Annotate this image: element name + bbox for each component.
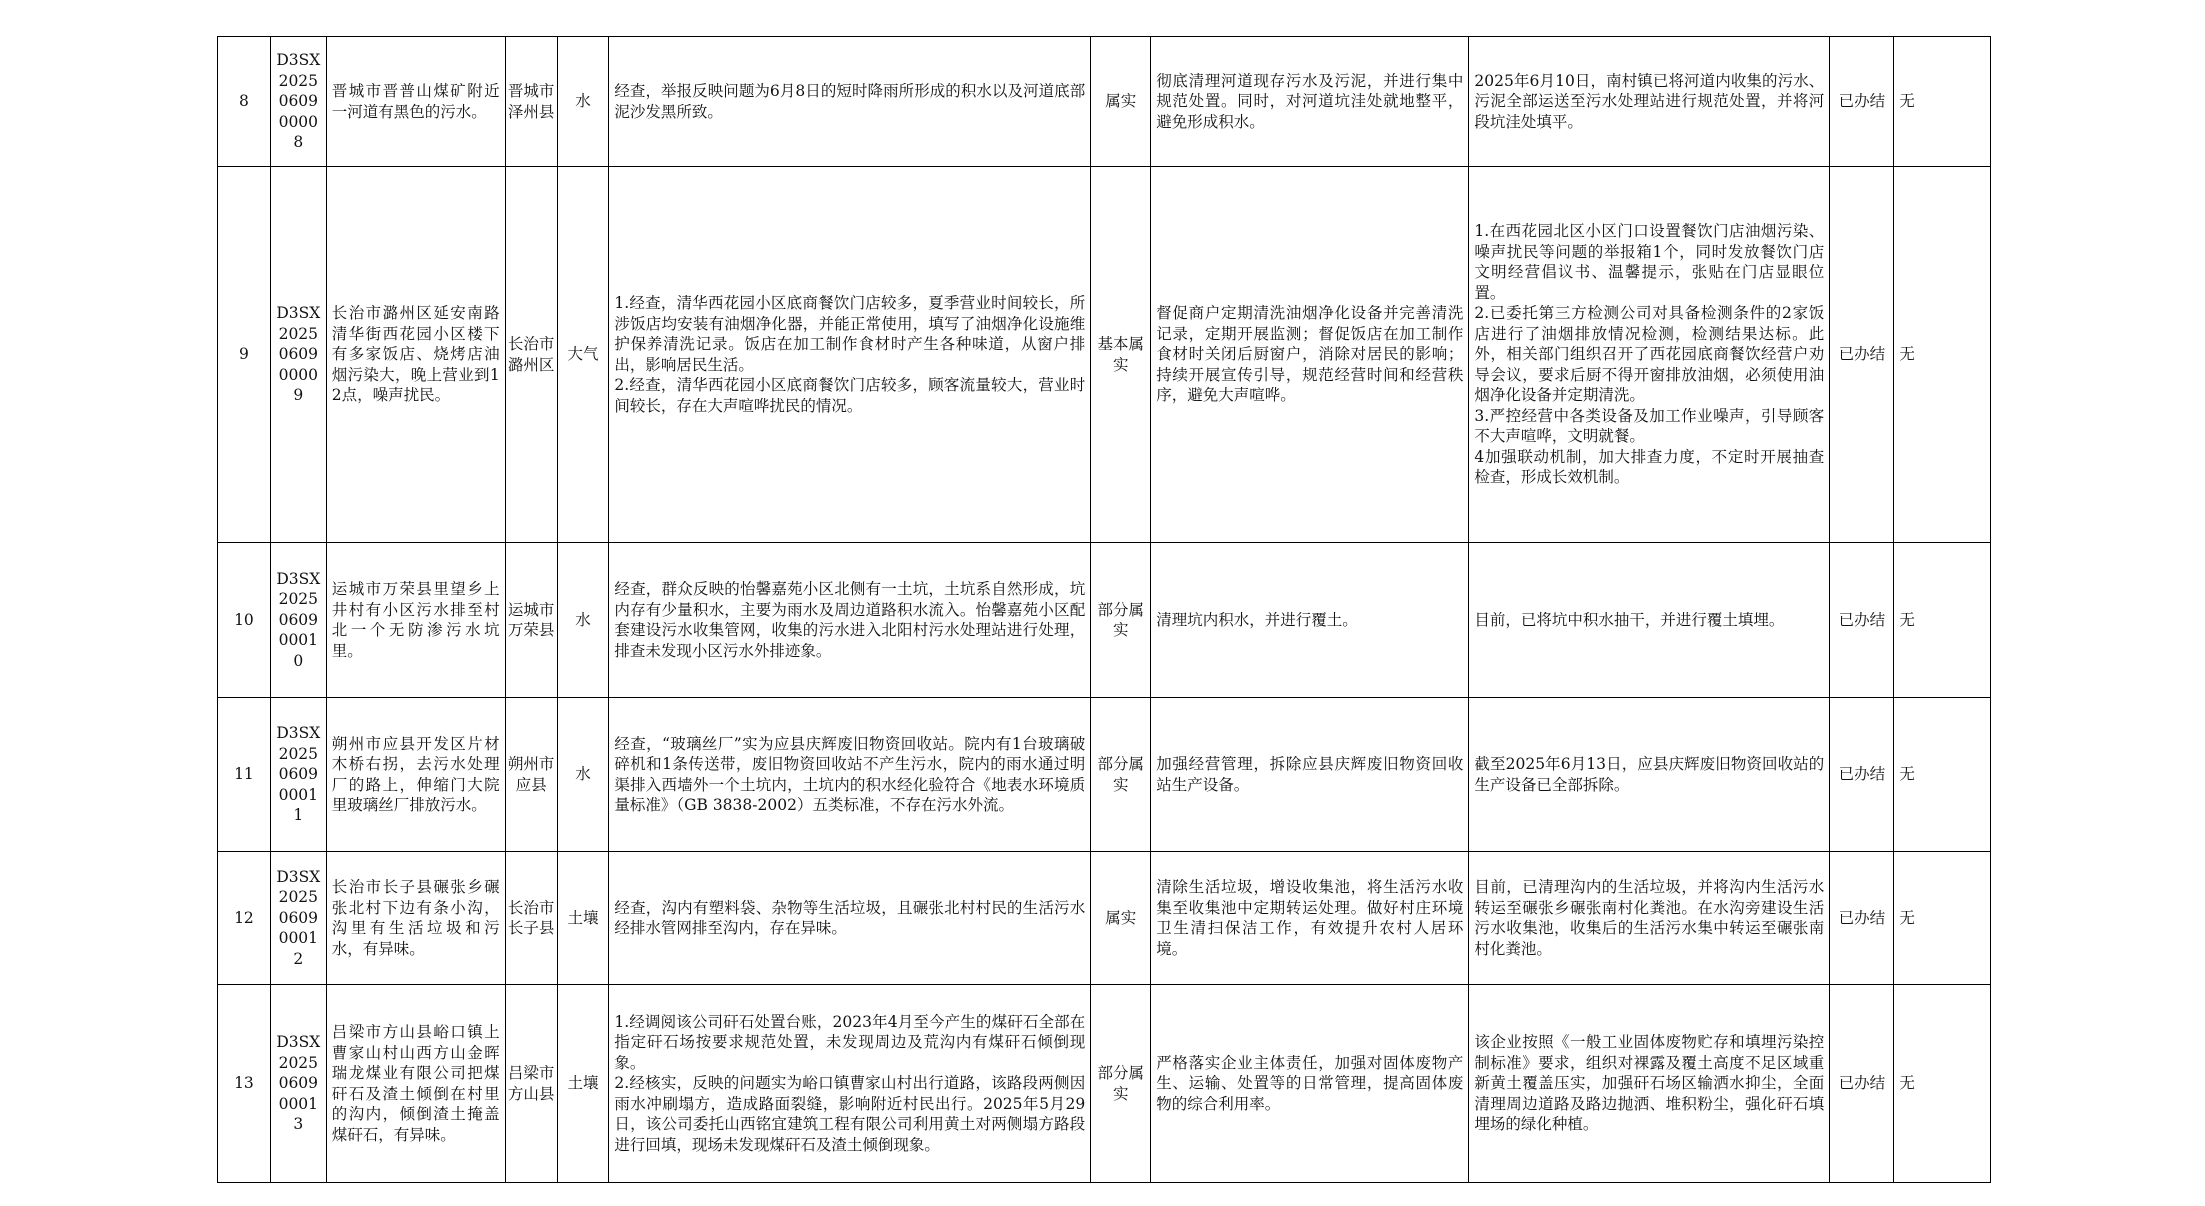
complaint-content: 吕梁市方山县峪口镇上曹家山村山西方山金晖瑞龙煤业有限公司把煤矸石及渣土倾倒在村里的沟内，倾倒渣土掩盖煤矸石，有异味。 <box>326 985 505 1183</box>
investigation-result: 经查，举报反映问题为6月8日的短时降雨所形成的积水以及河道底部泥沙发黑所致。 <box>609 37 1091 167</box>
pollution-type: 大气 <box>557 167 609 543</box>
table-row <box>218 985 1991 1183</box>
accountability: 无 <box>1894 543 1991 698</box>
case-code: D3SX2025060900009 <box>270 167 326 543</box>
handling-requirement: 督促商户定期清洗油烟净化设备并完善清洗记录，定期开展监测；督促饭店在加工制作食材时关闭后厨窗户，消除对居民的影响；持续开展宣传引导，规范经营时间和经营秩序，避免大声喧哗。 <box>1151 167 1469 543</box>
table-row <box>218 698 1991 852</box>
handling-progress: 1.在西花园北区小区门口设置餐饮门店油烟污染、噪声扰民等问题的举报箱1个，同时发放餐饮门店文明经营倡议书、温馨提示，张贴在门店显眼位置。 2.已委托第三方检测公司对具备检测条件的2家饭店进行了油烟排放情况检测，检测结果达标。此外，相关部门组织召开了西花园底商餐饮经营户劝导会议，要求后厨不得开窗排放油烟，必须使用油烟净化设备并定期清洗。 3.严控经营中各类设备及加工作业噪声，引导顾客不大声喧哗，文明就餐。 4加强联动机制，加大排查力度，不定时开展抽查检查，形成长效机制。 <box>1469 167 1830 543</box>
accountability: 无 <box>1894 37 1991 167</box>
case-status: 已办结 <box>1830 985 1894 1183</box>
pollution-type: 水 <box>557 543 609 698</box>
verdict: 部分属实 <box>1091 543 1151 698</box>
complaint-content: 长治市长子县碾张乡碾张北村下边有条小沟，沟里有生活垃圾和污水，有异味。 <box>326 852 505 985</box>
accountability: 无 <box>1894 985 1991 1183</box>
case-status: 已办结 <box>1830 698 1894 852</box>
row-number: 13 <box>218 985 271 1183</box>
row-number: 12 <box>218 852 271 985</box>
verdict: 属实 <box>1091 37 1151 167</box>
case-code: D3SX2025060900010 <box>270 543 326 698</box>
handling-requirement: 加强经营管理，拆除应县庆辉废旧物资回收站生产设备。 <box>1151 698 1469 852</box>
investigation-result: 1.经调阅该公司矸石处置台账，2023年4月至今产生的煤矸石全部在指定矸石场按要求规范处置，未发现周边及荒沟内有煤矸石倾倒现象。 2.经核实，反映的问题实为峪口镇曹家山村出行道路，该路段两侧因雨水冲刷塌方，造成路面裂缝，影响附近村民出行。2025年5月29日，该公司委托山西铭宜建筑工程有限公司利用黄土对两侧塌方路段进行回填，现场未发现煤矸石及渣土倾倒现象。 <box>609 985 1091 1183</box>
complaint-content: 晋城市晋普山煤矿附近一河道有黑色的污水。 <box>326 37 505 167</box>
region: 运城市万荣县 <box>505 543 557 698</box>
investigation-result: 经查，沟内有塑料袋、杂物等生活垃圾，且碾张北村村民的生活污水经排水管网排至沟内，存在异味。 <box>609 852 1091 985</box>
handling-requirement: 清除生活垃圾，增设收集池，将生活污水收集至收集池中定期转运处理。做好村庄环境卫生清扫保洁工作，有效提升农村人居环境。 <box>1151 852 1469 985</box>
complaint-content: 朔州市应县开发区片材木桥右拐，去污水处理厂的路上，伸缩门大院里玻璃丝厂排放污水。 <box>326 698 505 852</box>
case-status: 已办结 <box>1830 167 1894 543</box>
table-row <box>218 37 1991 167</box>
region: 晋城市泽州县 <box>505 37 557 167</box>
case-status: 已办结 <box>1830 37 1894 167</box>
handling-progress: 目前，已将坑中积水抽干，并进行覆土填埋。 <box>1469 543 1830 698</box>
verdict: 部分属实 <box>1091 985 1151 1183</box>
pollution-type: 土壤 <box>557 985 609 1183</box>
complaint-content: 长治市潞州区延安南路清华街西花园小区楼下有多家饭店、烧烤店油烟污染大，晚上营业到12点，噪声扰民。 <box>326 167 505 543</box>
verdict: 部分属实 <box>1091 698 1151 852</box>
row-number: 8 <box>218 37 271 167</box>
investigation-result: 经查，群众反映的怡馨嘉苑小区北侧有一土坑，土坑系自然形成，坑内存有少量积水，主要为雨水及周边道路积水流入。怡馨嘉苑小区配套建设污水收集管网，收集的污水进入北阳村污水处理站进行处理，排查未发现小区污水外排迹象。 <box>609 543 1091 698</box>
handling-requirement: 严格落实企业主体责任，加强对固体废物产生、运输、处置等的日常管理，提高固体废物的综合利用率。 <box>1151 985 1469 1183</box>
pollution-type: 水 <box>557 698 609 852</box>
case-code: D3SX2025060900012 <box>270 852 326 985</box>
table-row <box>218 543 1991 698</box>
handling-requirement: 清理坑内积水，并进行覆土。 <box>1151 543 1469 698</box>
case-status: 已办结 <box>1830 543 1894 698</box>
accountability: 无 <box>1894 167 1991 543</box>
handling-requirement: 彻底清理河道现存污水及污泥，并进行集中规范处置。同时，对河道坑洼处就地整平，避免形成积水。 <box>1151 37 1469 167</box>
region: 吕梁市方山县 <box>505 985 557 1183</box>
pollution-type: 土壤 <box>557 852 609 985</box>
case-code: D3SX2025060900013 <box>270 985 326 1183</box>
investigation-result: 经查，“玻璃丝厂”实为应县庆辉废旧物资回收站。院内有1台玻璃破碎机和1条传送带，废旧物资回收站不产生污水，院内的雨水通过明渠排入西墙外一个土坑内，土坑内的积水经化验符合《地表水环境质量标准》（GB 3838-2002）五类标准，不存在污水外流。 <box>609 698 1091 852</box>
handling-progress: 该企业按照《一般工业固体废物贮存和填埋污染控制标准》要求，组织对裸露及覆土高度不足区域重新黄土覆盖压实，加强矸石场区输洒水抑尘，全面清理周边道路及路边抛洒、堆积粉尘，强化矸石填埋场的绿化种植。 <box>1469 985 1830 1183</box>
handling-progress: 截至2025年6月13日，应县庆辉废旧物资回收站的生产设备已全部拆除。 <box>1469 698 1830 852</box>
handling-progress: 2025年6月10日，南村镇已将河道内收集的污水、污泥全部运送至污水处理站进行规范处置，并将河段坑洼处填平。 <box>1469 37 1830 167</box>
accountability: 无 <box>1894 852 1991 985</box>
handling-progress: 目前，已清理沟内的生活垃圾，并将沟内生活污水转运至碾张乡碾张南村化粪池。在水沟旁建设生活污水收集池，收集后的生活污水集中转运至碾张南村化粪池。 <box>1469 852 1830 985</box>
table-row <box>218 852 1991 985</box>
case-code: D3SX2025060900008 <box>270 37 326 167</box>
region: 长治市长子县 <box>505 852 557 985</box>
row-number: 9 <box>218 167 271 543</box>
region: 长治市潞州区 <box>505 167 557 543</box>
row-number: 11 <box>218 698 271 852</box>
row-number: 10 <box>218 543 271 698</box>
investigation-result: 1.经查，清华西花园小区底商餐饮门店较多，夏季营业时间较长，所涉饭店均安装有油烟净化器，并能正常使用，填写了油烟净化设施维护保养清洗记录。饭店在加工制作食材时产生各种味道，从窗户排出，影响居民生活。 2.经查，清华西花园小区底商餐饮门店较多，顾客流量较大，营业时间较长，存在大声喧哗扰民的情况。 <box>609 167 1091 543</box>
complaint-content: 运城市万荣县里望乡上井村有小区污水排至村北一个无防渗污水坑里。 <box>326 543 505 698</box>
case-code: D3SX2025060900011 <box>270 698 326 852</box>
complaint-report-table <box>217 36 1991 1183</box>
case-status: 已办结 <box>1830 852 1894 985</box>
table-row <box>218 167 1991 543</box>
verdict: 属实 <box>1091 852 1151 985</box>
verdict: 基本属实 <box>1091 167 1151 543</box>
region: 朔州市应县 <box>505 698 557 852</box>
accountability: 无 <box>1894 698 1991 852</box>
pollution-type: 水 <box>557 37 609 167</box>
